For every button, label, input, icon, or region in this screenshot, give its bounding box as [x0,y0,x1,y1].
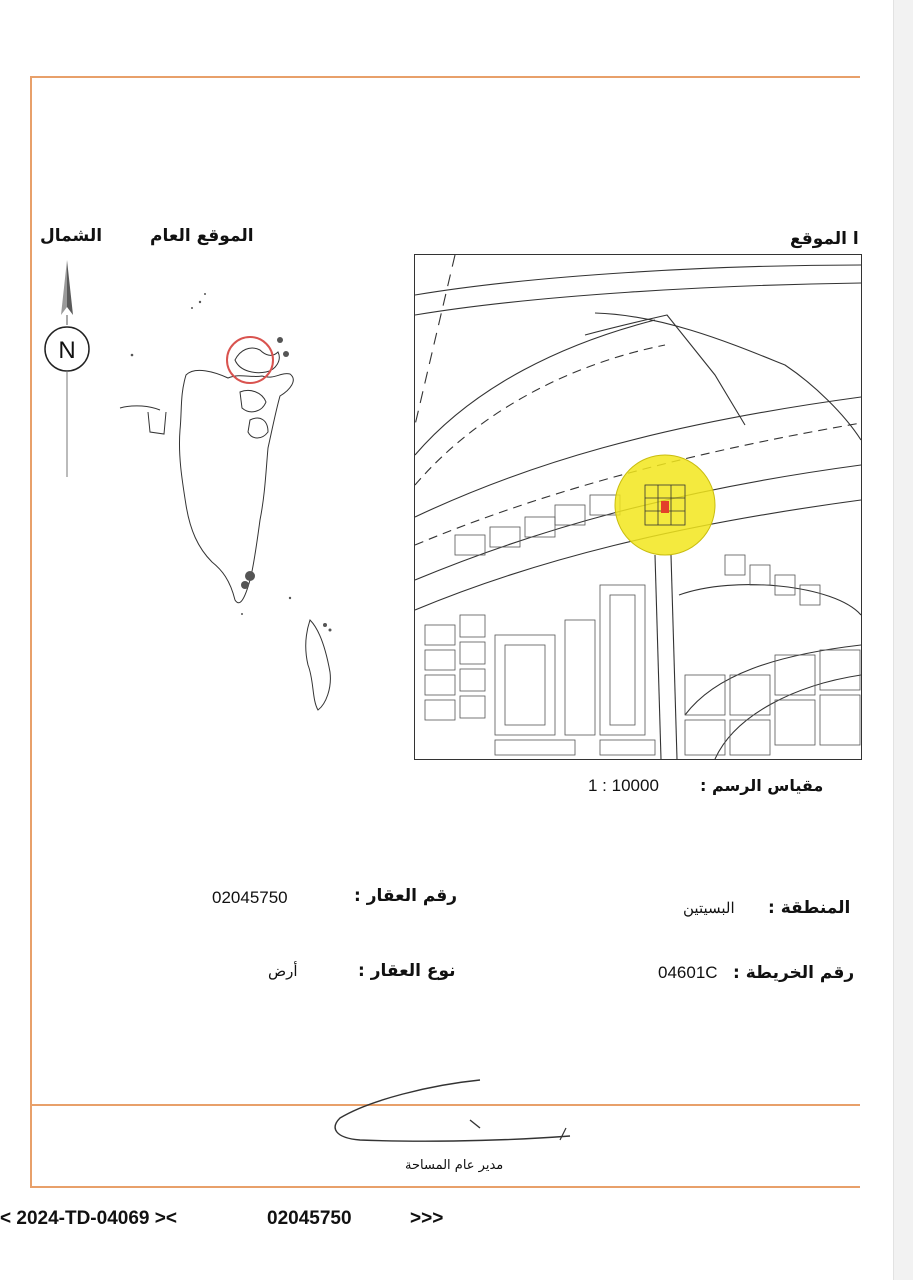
signature-graphic [330,1070,590,1150]
north-arrow-icon [42,255,92,480]
property-number-value: 02045750 [212,888,288,907]
footer-number: 02045750 [267,1208,352,1229]
frame-bottom-rule [30,1186,860,1188]
scale-value: 1 : 10000 [588,776,659,795]
region-value: البسيتين [683,900,735,917]
property-number-label: رقم العقار : [354,886,458,906]
overview-label: الموقع العام [150,226,254,246]
region-label: المنطقة : [768,898,851,918]
map-number-value: 04601C [658,963,718,982]
property-type-value: أرض [268,963,298,980]
signature-title: مدير عام المساحة [405,1158,504,1173]
footer-arrows: >>> [410,1208,444,1229]
overview-map [100,280,370,730]
frame-left-rule [30,76,32,1186]
north-letter: N [58,337,76,364]
north-label: الشمال [40,226,103,246]
footer-reference: < 2024-TD-04069 >< [0,1208,177,1229]
site-label: ا الموقع [790,229,859,249]
page-edge [893,0,913,1280]
map-number-label: رقم الخريطة : [733,963,855,983]
property-type-label: نوع العقار : [358,961,456,981]
scale-label: مقياس الرسم : [700,776,824,795]
site-map [414,254,862,760]
frame-top-rule [30,76,860,78]
